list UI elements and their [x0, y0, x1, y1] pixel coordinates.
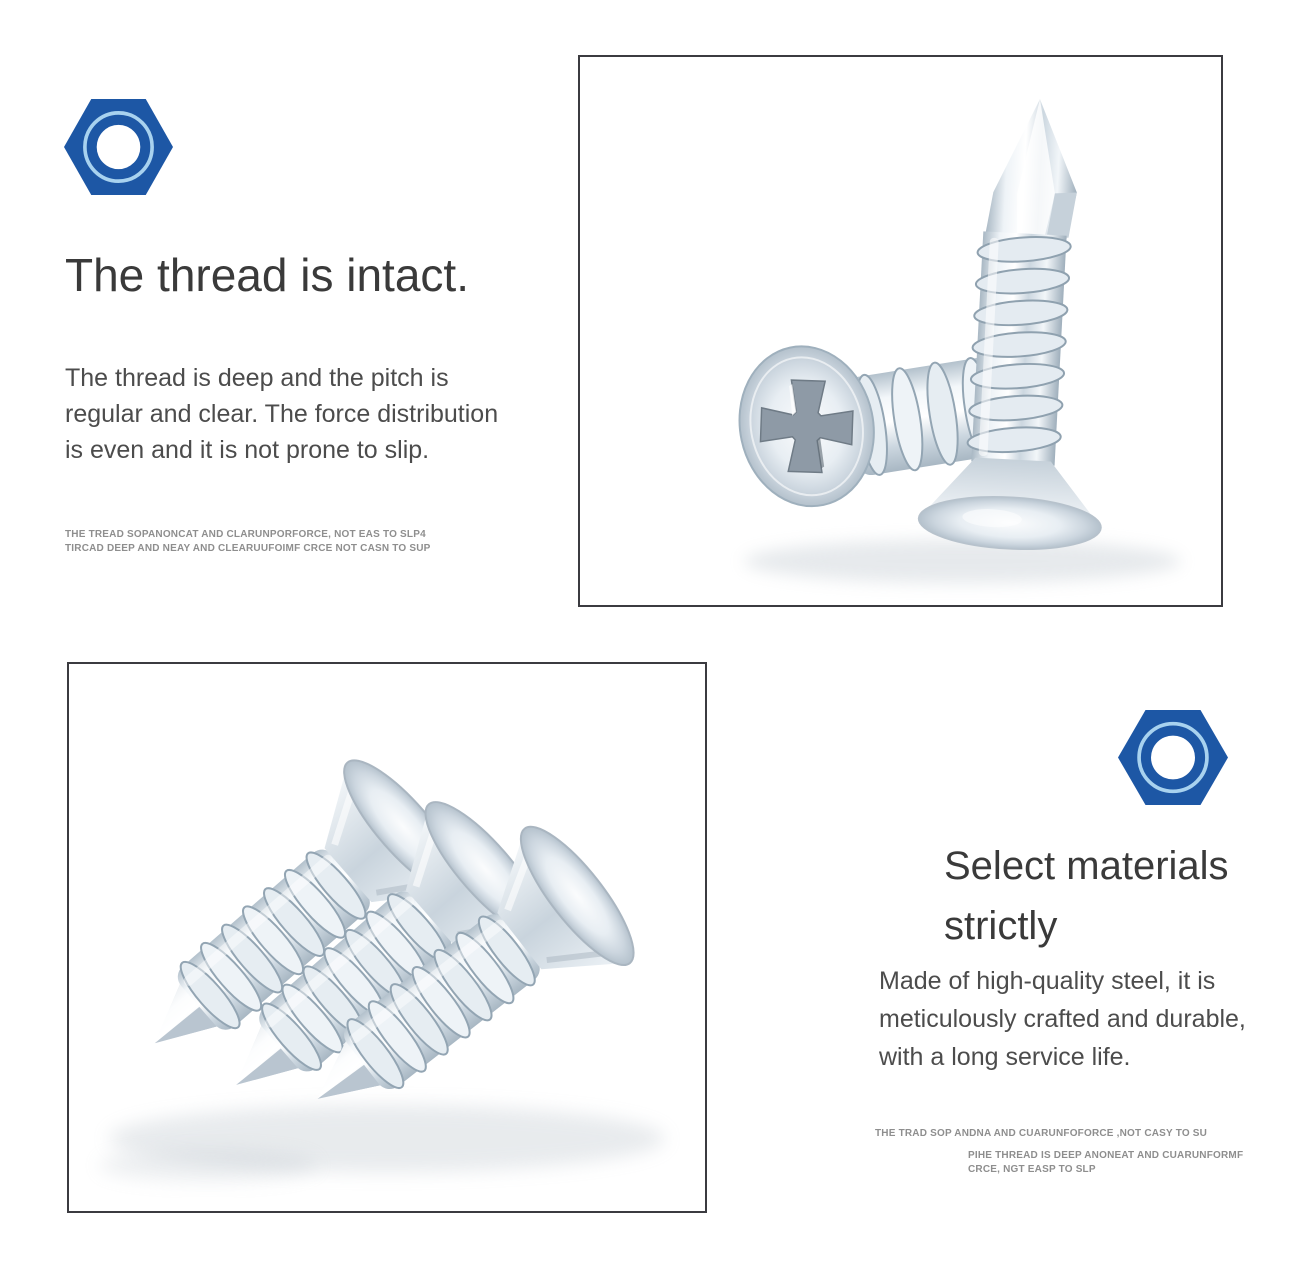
- body-line: meticulously crafted and durable,: [879, 1005, 1246, 1033]
- section-heading-thread-intact: The thread is intact.: [65, 249, 469, 301]
- hex-nut-icon: [1118, 710, 1228, 805]
- fine-print-line: THE TREAD SOPANONCAT AND CLARUNPORFORCE, NOT EAS TO SLP4: [65, 529, 426, 540]
- body-line: regular and clear. The force distribution: [65, 400, 499, 428]
- section-body-thread-intact: [65, 360, 498, 468]
- body-line: is even and it is not prone to slip.: [65, 436, 430, 464]
- fine-print-thread-intact: [65, 528, 431, 555]
- hex-nut-icon: [64, 99, 173, 195]
- section-heading-select-materials: [944, 836, 1229, 956]
- section-body-select-materials: [879, 962, 1246, 1076]
- three-screws-illustration: [69, 664, 705, 1211]
- body-line: with a long service life.: [879, 1043, 1131, 1071]
- fine-print-select-materials-line1: THE TRAD SOP ANDNA AND CUARUNFOFORCE ,NOT CASY TO SU: [875, 1128, 1208, 1139]
- body-line: The thread is deep and the pitch is: [65, 364, 449, 392]
- body-line: Made of high-quality steel, it is: [879, 967, 1216, 995]
- fine-print-line: TIRCAD DEEP AND NEAY AND CLEARUUFOIMF CRCE NOT CASN TO SUP: [65, 542, 431, 554]
- heading-line: Select materials: [944, 844, 1229, 888]
- two-screws-illustration: [580, 57, 1221, 605]
- fine-print-select-materials-line2: PIHE THREAD IS DEEP ANONEAT AND CUARUNFORMF CRCE, NGT EASP TO SLP: [968, 1150, 1244, 1175]
- product-photo-two-screws: [578, 55, 1223, 607]
- heading-line: strictly: [944, 904, 1058, 948]
- product-photo-three-screws: [67, 662, 707, 1213]
